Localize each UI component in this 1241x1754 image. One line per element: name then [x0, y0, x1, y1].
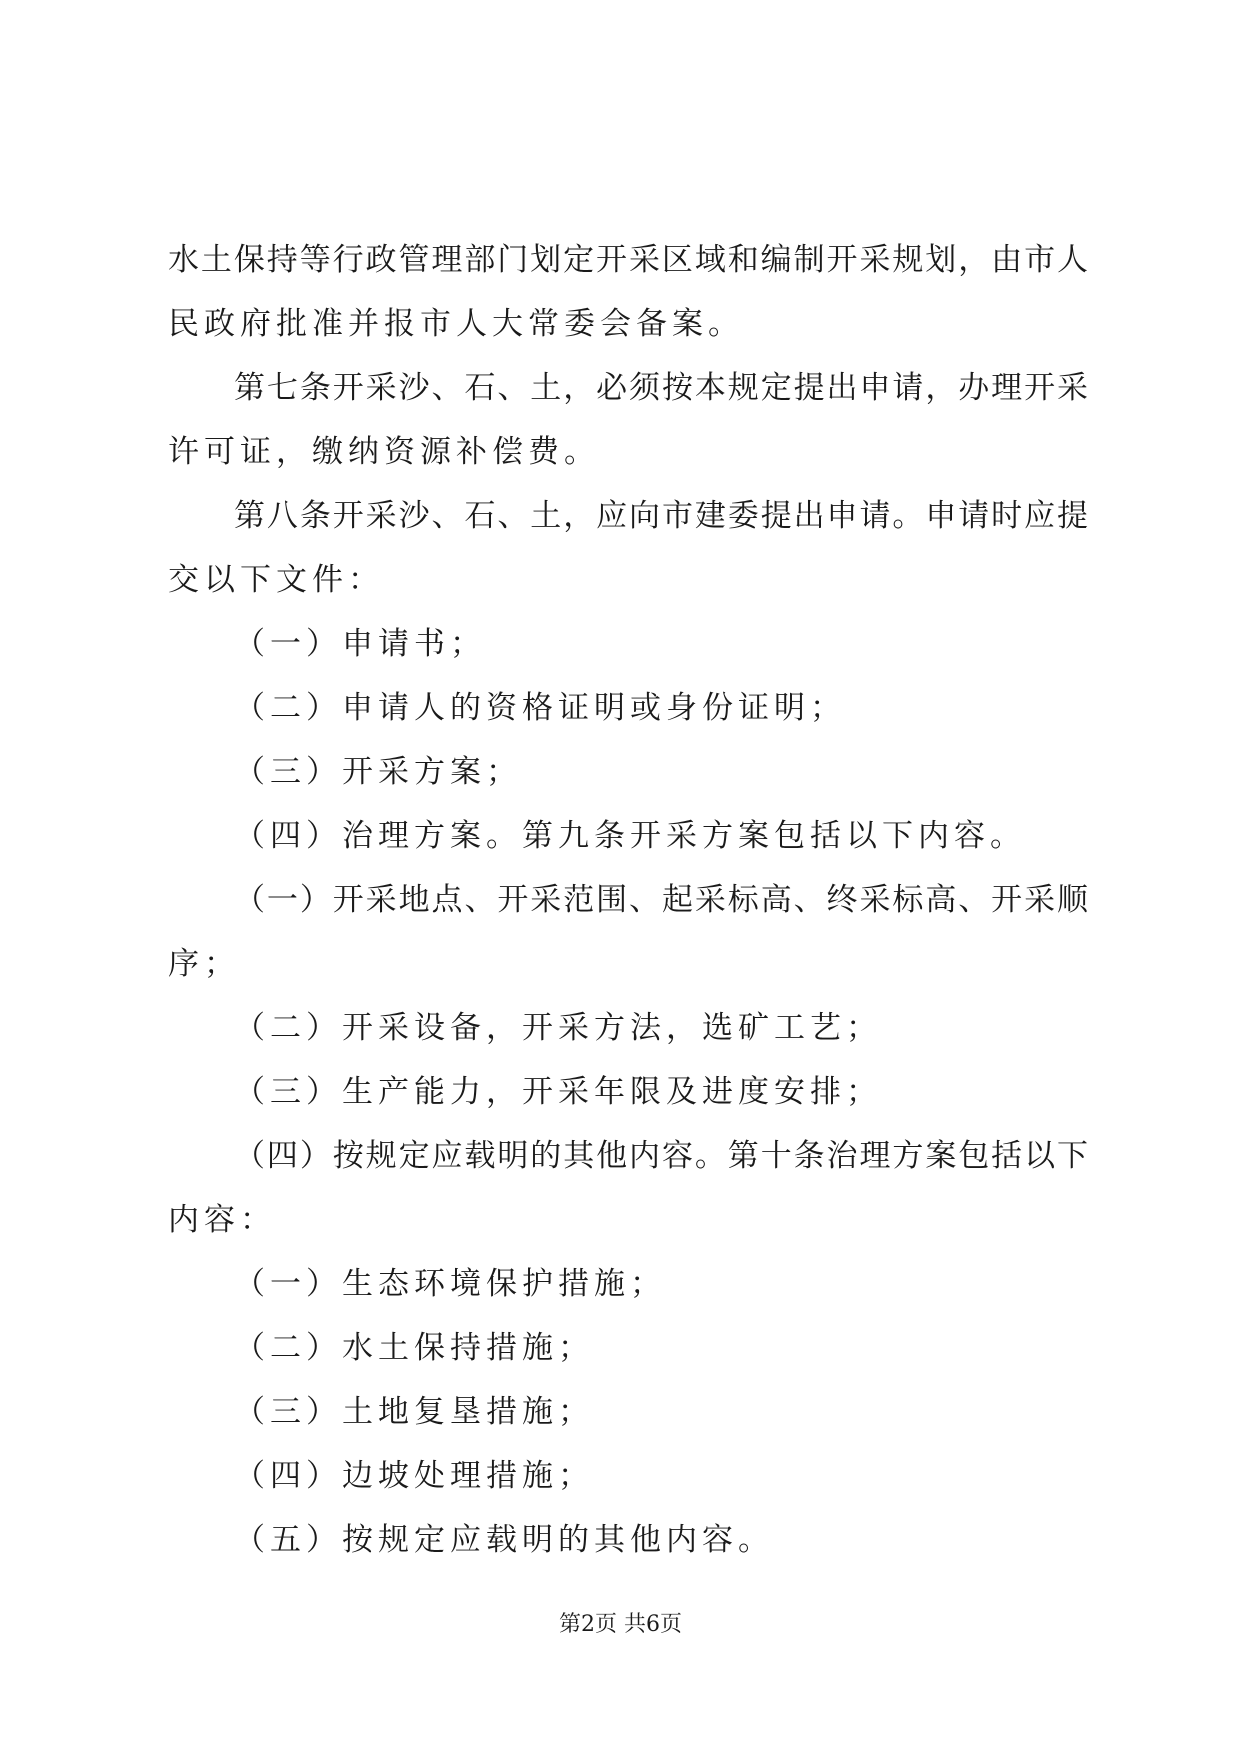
list-item: （二）水土保持措施；: [234, 1330, 594, 1366]
paragraph-line: 内容：: [168, 1202, 276, 1238]
list-item: （一）申请书；: [234, 626, 486, 662]
list-item: （四）治理方案。第九条开采方案包括以下内容。: [234, 818, 1026, 854]
paragraph-line: 第七条开采沙、石、土，必须按本规定提出申请，办理开采: [234, 370, 1088, 406]
list-item: （一）生态环境保护措施；: [234, 1266, 666, 1302]
list-item: （三）开采方案；: [234, 754, 522, 790]
paragraph-line: 第八条开采沙、石、土，应向市建委提出申请。申请时应提: [234, 498, 1088, 534]
list-item: （四）按规定应载明的其他内容。第十条治理方案包括以下: [234, 1138, 1088, 1174]
list-item: （一）开采地点、开采范围、起采标高、终采标高、开采顺: [234, 882, 1088, 918]
paragraph-line: 交以下文件：: [168, 562, 384, 598]
paragraph-line: 水土保持等行政管理部门划定开采区域和编制开采规划，由市人: [168, 242, 1088, 278]
list-item: （二）开采设备，开采方法，选矿工艺；: [234, 1010, 882, 1046]
paragraph-line: 民政府批准并报市人大常委会备案。: [168, 306, 744, 342]
paragraph-line: 许可证，缴纳资源补偿费。: [168, 434, 600, 470]
list-item: （五）按规定应载明的其他内容。: [234, 1522, 774, 1558]
list-item: （四）边坡处理措施；: [234, 1458, 594, 1494]
list-item: （三）土地复垦措施；: [234, 1394, 594, 1430]
document-body: [168, 228, 1088, 1572]
paragraph-line: 序；: [168, 946, 240, 982]
list-item: （二）申请人的资格证明或身份证明；: [234, 690, 846, 726]
list-item: （三）生产能力，开采年限及进度安排；: [234, 1074, 882, 1110]
page-number-footer: 第2页 共6页: [559, 1612, 682, 1637]
